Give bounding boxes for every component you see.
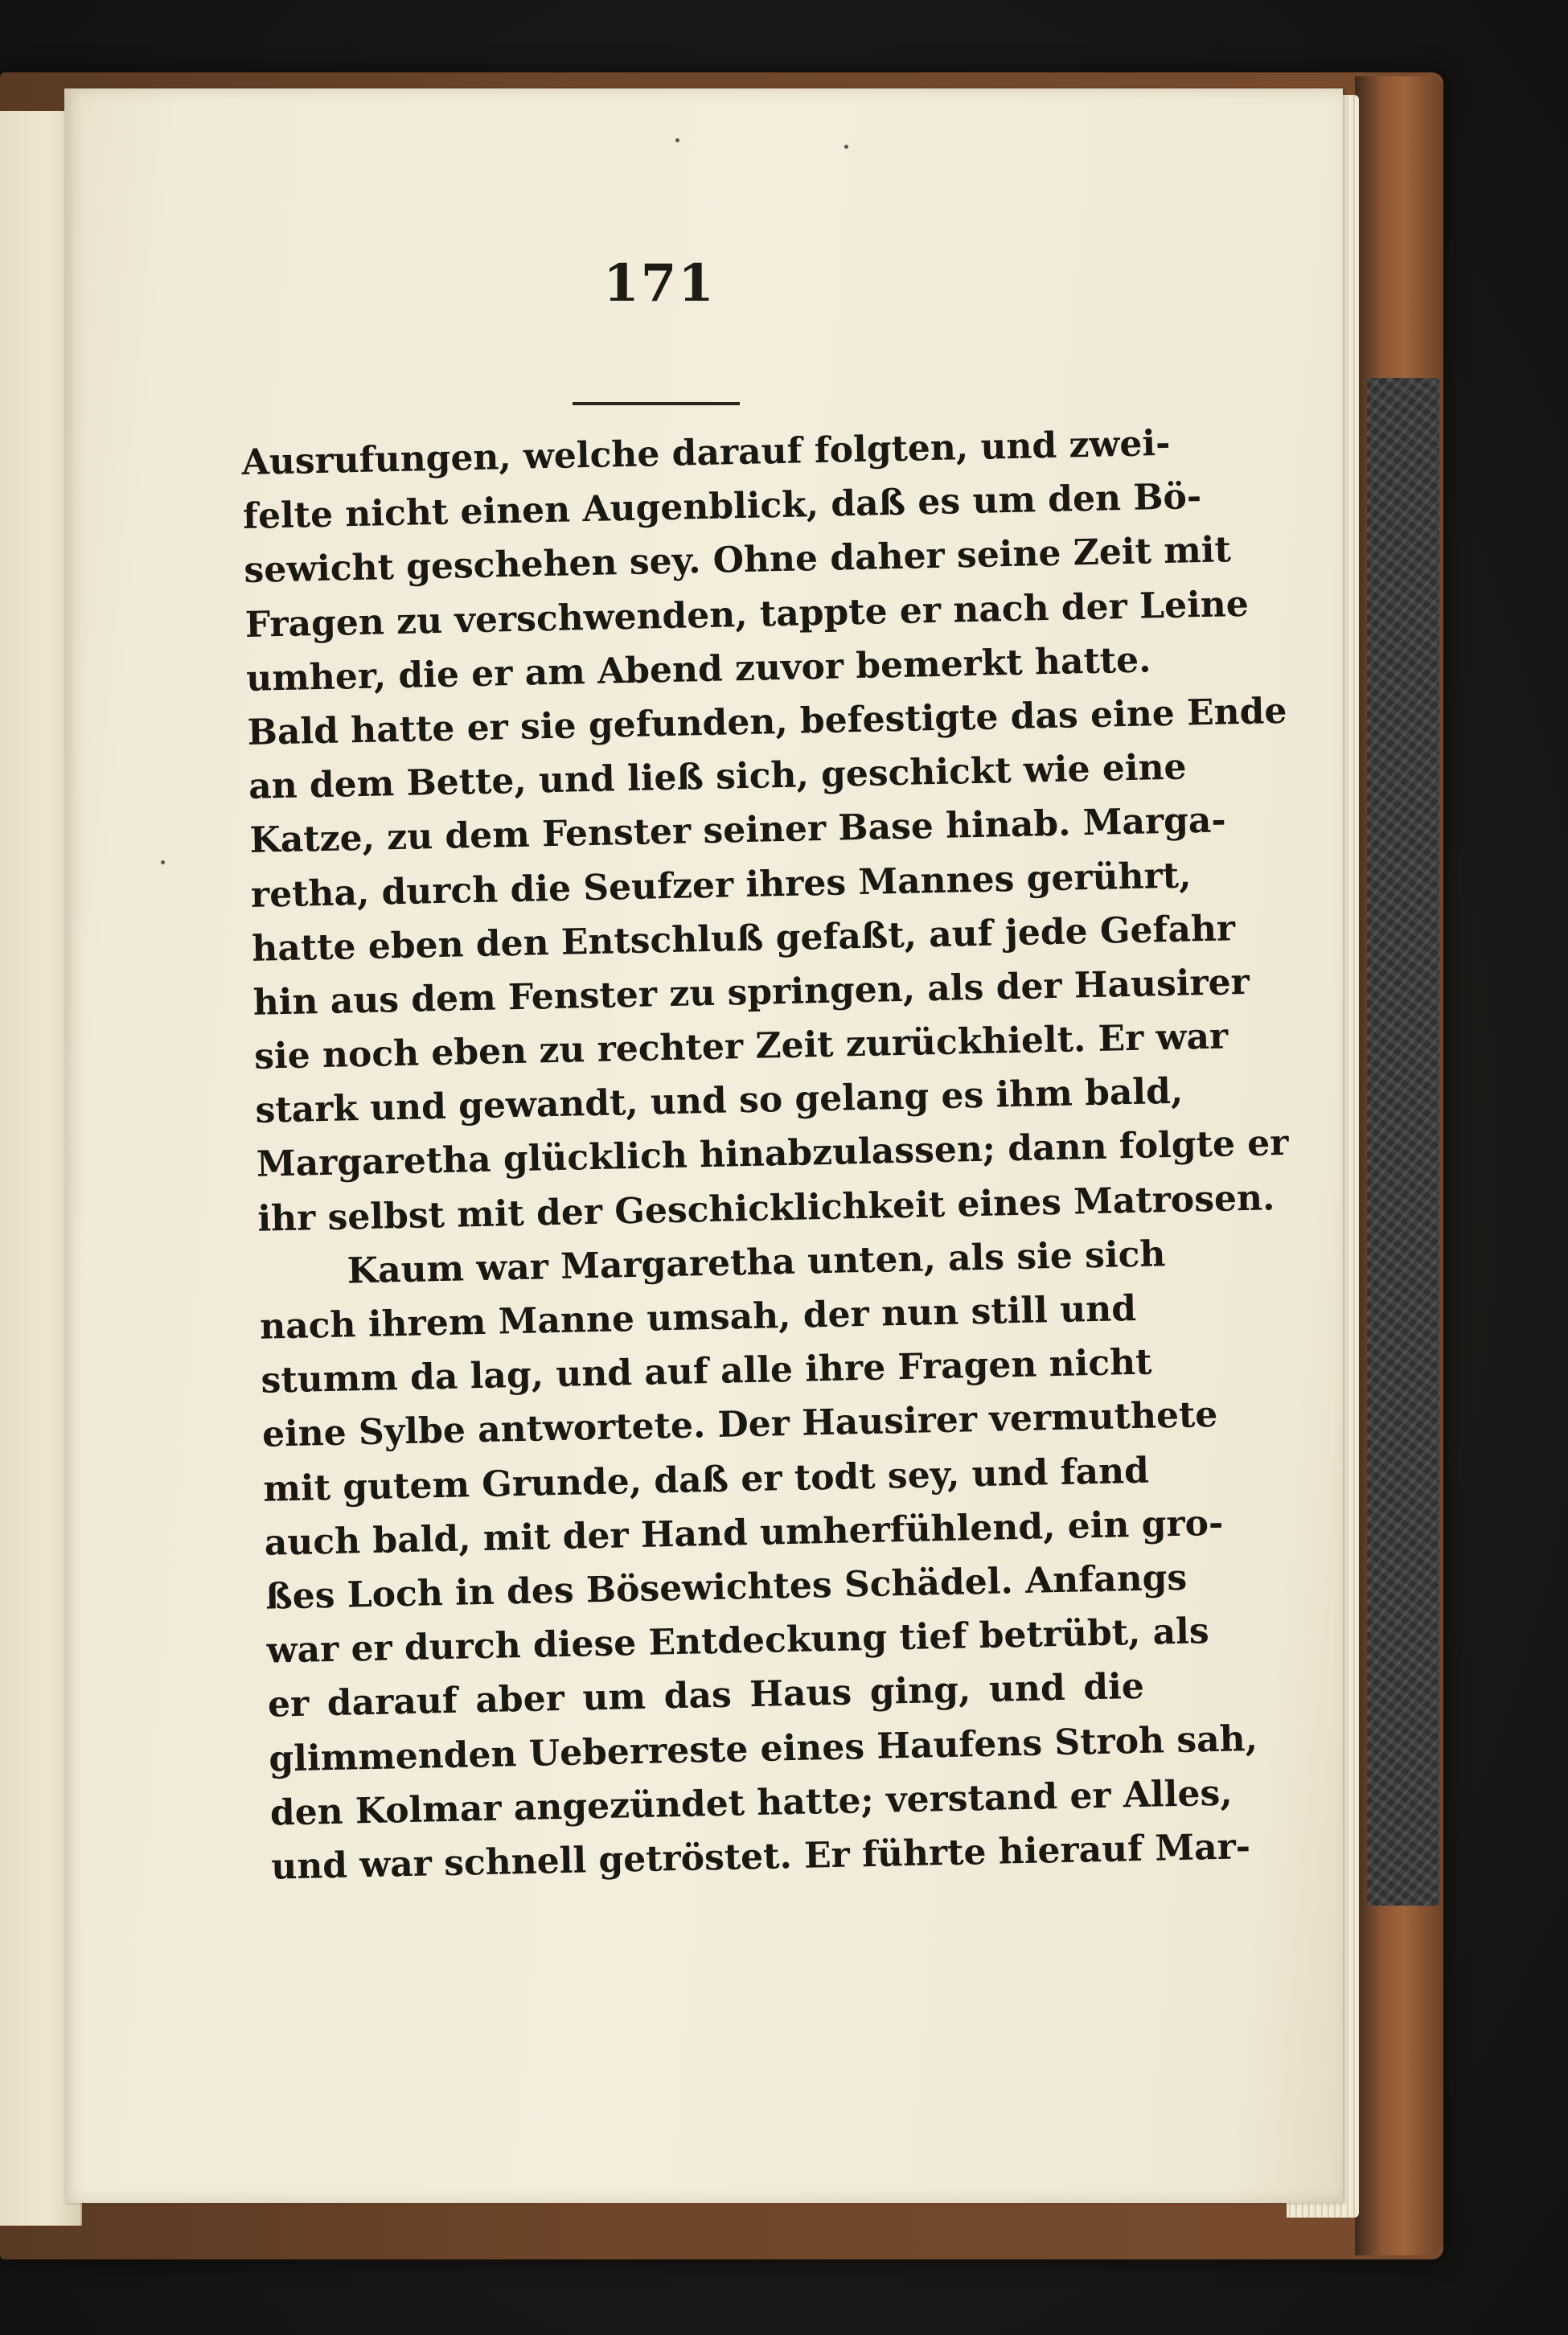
marbled-cover-panel	[1367, 378, 1439, 1906]
paper-speck	[675, 138, 679, 142]
text-line: auch bald, mit der Hand umherfühlend, ein gro-	[264, 1502, 1224, 1564]
body-text	[241, 417, 1289, 1894]
paper-speck	[844, 145, 848, 149]
text-line: an dem Bette, und ließ sich, geschickt wie eine	[248, 746, 1188, 808]
text-line: glimmenden Ueberreste eines Haufens Stroh sah,	[268, 1717, 1258, 1780]
text-line: felte nicht einen Augenblick, daß es um den Bö-	[242, 476, 1202, 538]
text-line: den Kolmar angezündet hatte; verstand er Alles,	[269, 1772, 1233, 1834]
page-number: 171	[603, 253, 716, 314]
text-line: ihr selbst mit der Geschicklichkeit eines Matrosen.	[257, 1176, 1275, 1240]
text-line: und war schnell getröstet. Er führte hierauf Mar-	[270, 1825, 1251, 1888]
text-line: sie noch eben zu rechter Zeit zurückhielt. Er war	[253, 1016, 1229, 1077]
book-page	[64, 88, 1343, 2203]
text-line: Ausrufungen, welche darauf folgten, und zwei-	[241, 422, 1171, 483]
text-line: ßes Loch in des Bösewichtes Schädel. Anfangs	[265, 1557, 1188, 1618]
text-line: stark und gewandt, und so gelang es ihm bald,	[255, 1070, 1184, 1132]
text-line-paragraph-start: Kaum war Margaretha unten, als sie sich	[347, 1233, 1166, 1292]
text-line: eine Sylbe antwortete. Der Hausirer vermuthete	[261, 1394, 1218, 1456]
text-line: war er durch diese Entdeckung tief betrübt, als	[266, 1611, 1210, 1672]
page-number-rule	[573, 402, 740, 405]
text-line: stumm da lag, und auf alle ihre Fragen nicht	[261, 1341, 1152, 1401]
text-line: Bald hatte er sie gefunden, befestigte das eine Ende	[247, 690, 1287, 753]
text-line: hatte eben den Entschluß gefaßt, auf jede Gefahr	[251, 907, 1236, 970]
paper-speck	[161, 860, 165, 864]
text-line: umher, die er am Abend zuvor bemerkt hatte.	[245, 639, 1151, 700]
text-line: nach ihrem Manne umsah, der nun still und	[259, 1287, 1137, 1348]
text-line: mit gutem Grunde, daß er todt sey, und fand	[262, 1450, 1150, 1510]
text-line: Margaretha glücklich hinabzulassen; dann folgte er	[256, 1122, 1289, 1186]
text-line: sewicht geschehen sey. Ohne daher seine Zeit mit	[243, 529, 1232, 592]
text-line: Katze, zu dem Fenster seiner Base hinab. Marga-	[249, 799, 1227, 862]
text-line: retha, durch die Seufzer ihres Mannes gerührt,	[250, 854, 1192, 916]
text-line: er darauf aber um das Haus ging, und die	[267, 1666, 1145, 1726]
text-line: hin aus dem Fenster zu springen, als der Hausirer	[252, 961, 1250, 1024]
text-line: Fragen zu verschwenden, tappte er nach der Leine	[244, 583, 1250, 646]
